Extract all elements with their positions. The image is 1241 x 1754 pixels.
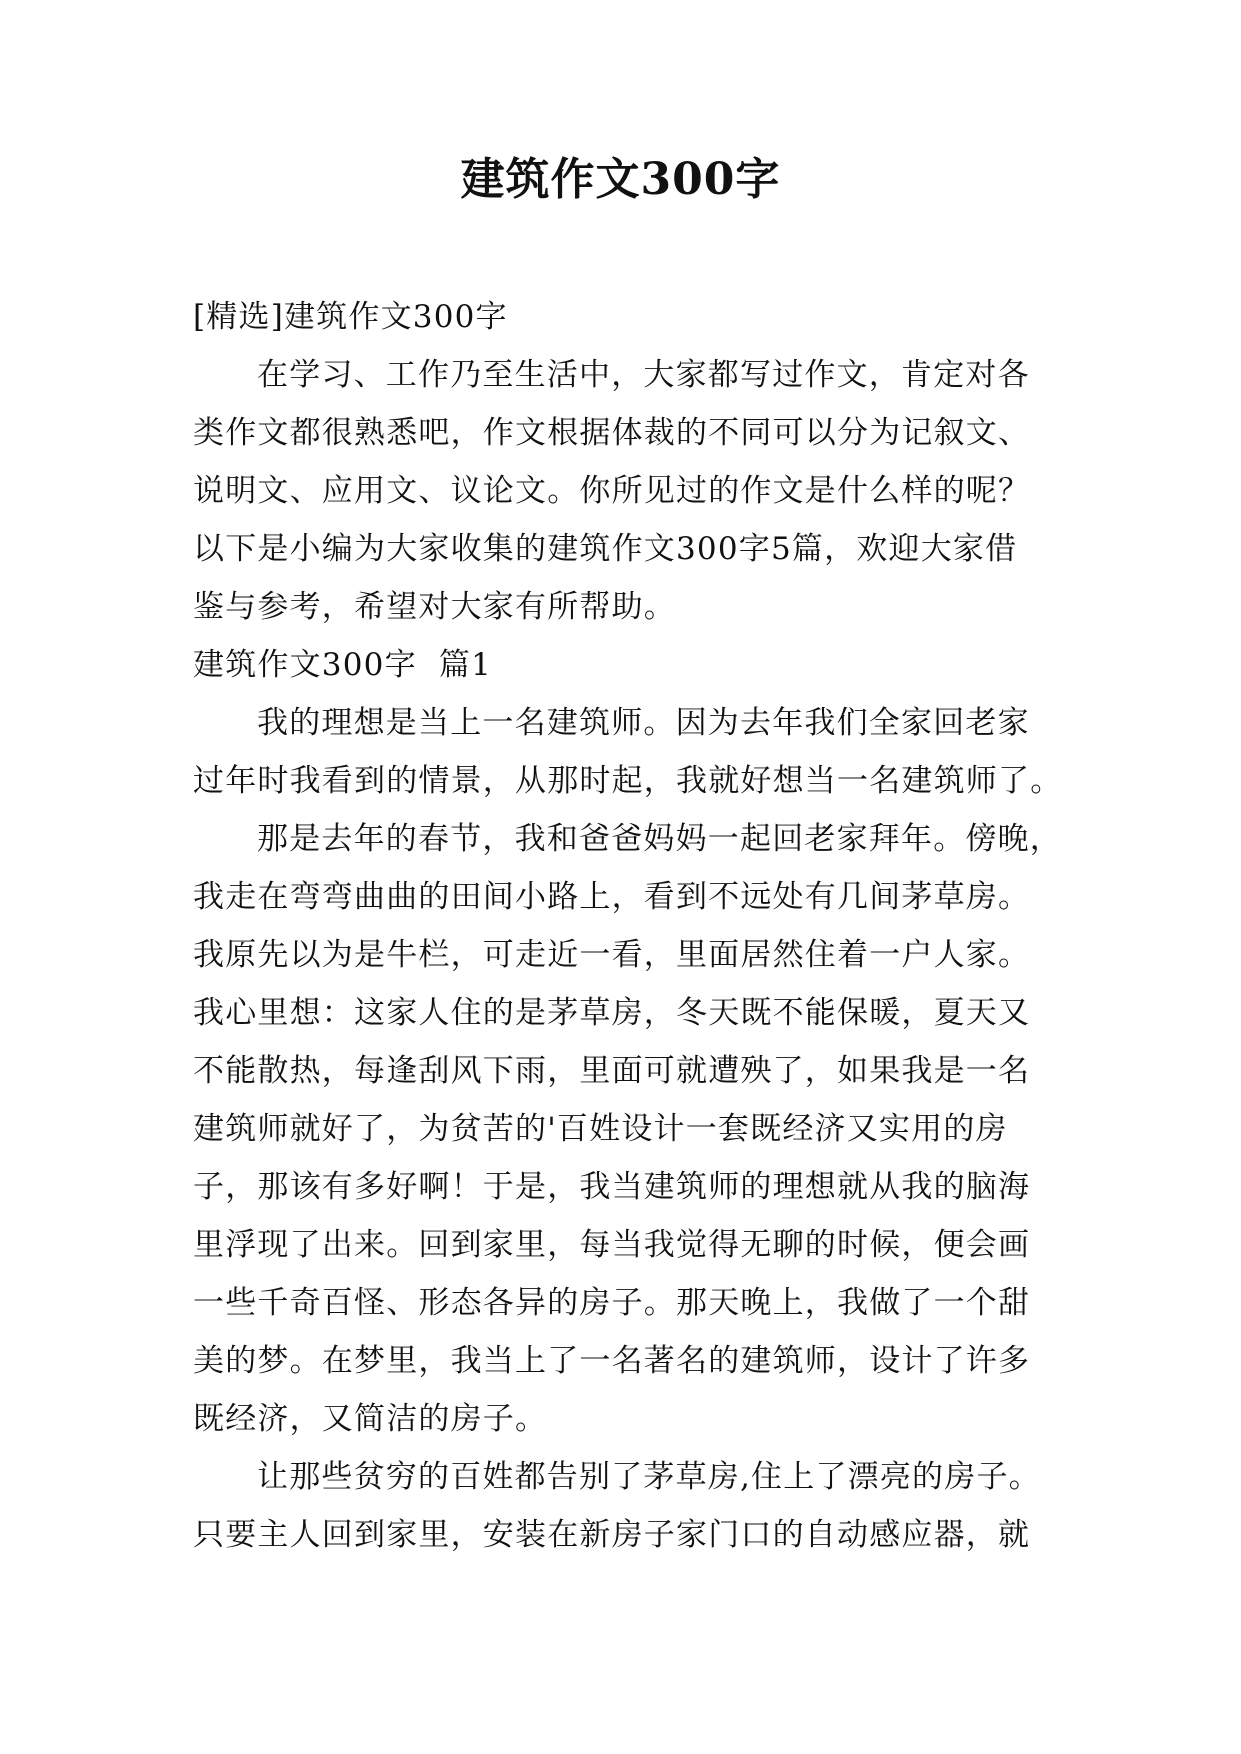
paragraph-line: 不能散热，每逢刮风下雨，里面可就遭殃了，如果我是一名 bbox=[193, 1053, 1031, 1089]
paragraph-line: 让那些贫穷的百姓都告别了茅草房,住上了漂亮的房子。 bbox=[257, 1459, 1041, 1495]
body-paragraph-2 bbox=[193, 810, 1063, 1448]
paragraph-line: 那是去年的春节，我和爸爸妈妈一起回老家拜年。傍晚， bbox=[257, 821, 1062, 857]
paragraph-line: 我的理想是当上一名建筑师。因为去年我们全家回老家 bbox=[257, 705, 1030, 741]
paragraph-line: 在学习、工作乃至生活中，大家都写过作文，肯定对各 bbox=[257, 357, 1030, 393]
paragraph-line: 既经济，又简洁的房子。 bbox=[193, 1401, 548, 1437]
paragraph-line: 里浮现了出来。回到家里，每当我觉得无聊的时候，便会画 bbox=[193, 1227, 1031, 1263]
paragraph-line: 我心里想：这家人住的是茅草房，冬天既不能保暖，夏天又 bbox=[193, 995, 1031, 1031]
section-heading: 建筑作文300字 篇1 bbox=[193, 647, 492, 683]
paragraph-line: 只要主人回到家里，安装在新房子家门口的自动感应器，就 bbox=[193, 1517, 1031, 1553]
paragraph-line: 鉴与参考，希望对大家有所帮助。 bbox=[193, 589, 676, 625]
paragraph-line: 一些千奇百怪、形态各异的房子。那天晚上，我做了一个甜 bbox=[193, 1285, 1031, 1321]
paragraph-line: 建筑师就好了，为贫苦的'百姓设计一套既经济又实用的房 bbox=[193, 1111, 1008, 1147]
document-subtitle: [精选]建筑作文300字 bbox=[193, 299, 508, 335]
paragraph-line: 以下是小编为大家收集的建筑作文300字5篇，欢迎大家借 bbox=[193, 531, 1018, 567]
paragraph-line: 说明文、应用文、议论文。你所见过的作文是什么样的呢？ bbox=[193, 473, 1031, 509]
body-paragraph-3 bbox=[193, 1448, 1063, 1564]
intro-paragraph bbox=[193, 346, 1063, 636]
paragraph-line: 类作文都很熟悉吧，作文根据体裁的不同可以分为记叙文、 bbox=[193, 415, 1031, 451]
document-title: 建筑作文300字 bbox=[460, 154, 781, 205]
paragraph-line: 子，那该有多好啊！于是，我当建筑师的理想就从我的脑海 bbox=[193, 1169, 1031, 1205]
paragraph-line: 美的梦。在梦里，我当上了一名著名的建筑师，设计了许多 bbox=[193, 1343, 1031, 1379]
document-body bbox=[193, 288, 1063, 1564]
paragraph-line: 我原先以为是牛栏，可走近一看，里面居然住着一户人家。 bbox=[193, 937, 1031, 973]
body-paragraph-1 bbox=[193, 694, 1063, 810]
paragraph-line: 我走在弯弯曲曲的田间小路上，看到不远处有几间茅草房。 bbox=[193, 879, 1031, 915]
paragraph-line: 过年时我看到的情景，从那时起，我就好想当一名建筑师了。 bbox=[193, 763, 1063, 799]
